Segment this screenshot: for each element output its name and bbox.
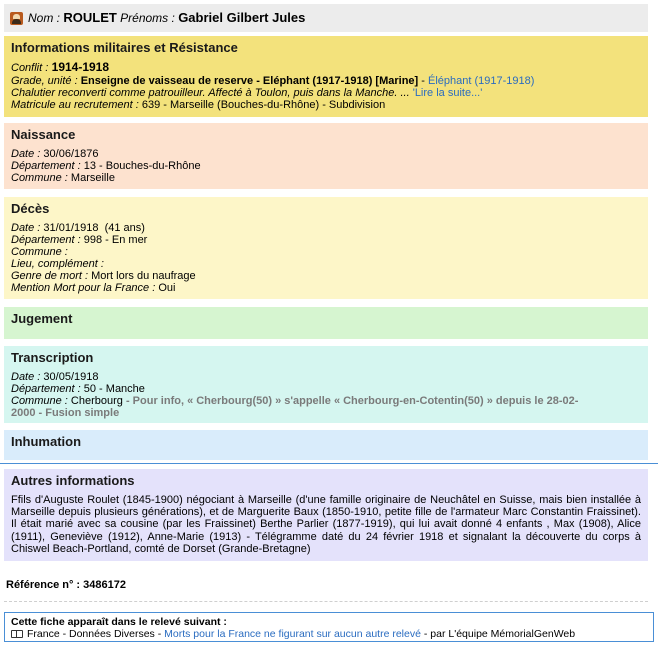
book-icon <box>11 630 23 638</box>
section-naissance-title: Naissance <box>11 127 76 142</box>
prenoms-value: Gabriel Gilbert Jules <box>178 10 306 25</box>
autres-text: Ffils d'Auguste Roulet (1845-1900) négociant à Marseille (d'une famille originaire de Neuchâtel en Suisse, mais bien installée à Marseille depuis plusieurs générations), et de Marguerite Baux (1850-1910, petite fille de l'armateur Marc Constantin Fraissinet). Il était marié avec sa cousine (par les Fraissinet) Berthe Parlier (1877-1919), qui lui avait donné 4 enfants , Max (1908), Alice (1911), Geneviève (1912), Anne-Marie (1913) - Télégramme daté du 24 février 1918 et signalant la découverte du corps à Chiswel Beach-Portland, comté de Dorset (Grande-Bretagne) <box>11 494 641 555</box>
deces-dept-label: Département : <box>11 234 81 246</box>
releve-suffix: - par L'équipe MémorialGenWeb <box>420 628 576 640</box>
section-autres <box>4 469 648 561</box>
nom-value: ROULET <box>63 10 117 25</box>
naissance-dept: 13 - Bouches-du-Rhône <box>83 160 201 172</box>
divider <box>0 463 658 464</box>
conflit-label: Conflit : <box>11 62 49 74</box>
releve-title: Cette fiche apparaît dans le relevé suivant : <box>11 616 227 628</box>
naissance-dept-label: Département : <box>11 160 81 172</box>
dashed-divider <box>4 601 648 602</box>
deces-genre: Mort lors du naufrage <box>91 270 196 282</box>
transcription-commune-label: Commune : <box>11 395 68 407</box>
deces-mention-label: Mention Mort pour la France : <box>11 282 156 294</box>
grade-separator: - <box>418 75 428 87</box>
section-deces <box>4 197 648 299</box>
transcription-date-label: Date : <box>11 371 41 383</box>
transcription-commune: Cherbourg <box>70 395 123 407</box>
section-autres-title: Autres informations <box>11 473 135 488</box>
section-inhumation-title: Inhumation <box>11 434 82 449</box>
section-militaire <box>4 36 648 117</box>
section-transcription <box>4 346 648 423</box>
releve-prefix: France - Données Diverses - <box>27 628 165 640</box>
section-deces-title: Décès <box>11 201 50 216</box>
releve-box <box>4 612 654 642</box>
naissance-commune: Marseille <box>70 172 115 184</box>
section-transcription-title: Transcription <box>11 350 94 365</box>
identity-header <box>4 4 648 32</box>
deces-genre-label: Genre de mort : <box>11 270 89 282</box>
section-militaire-title: Informations militaires et Résistance <box>11 40 238 55</box>
unit-note: Chalutier reconverti comme patrouilleur. Affecté à Toulon, puis dans la Manche. ... <box>11 87 410 99</box>
commune-info: - Pour info, « Cherbourg(50) » s'appelle « Cherbourg-en-Cotentin(50) » depuis le 28-02- <box>122 395 579 407</box>
deces-date-label: Date : <box>11 222 41 234</box>
releve-link[interactable]: Morts pour la France ne figurant sur aucun autre relevé <box>164 628 421 640</box>
soldier-portrait-icon <box>10 12 23 25</box>
deces-commune-label: Commune : <box>11 246 68 258</box>
matricule-label: Matricule au recrutement : <box>11 99 139 111</box>
section-inhumation <box>4 430 648 460</box>
deces-lieu-label: Lieu, complément : <box>11 258 104 270</box>
commune-info-cont: 2000 - Fusion simple <box>11 407 120 419</box>
deces-date: 31/01/1918 (41 ans) <box>43 222 145 234</box>
read-more-link[interactable]: 'Lire la suite...' <box>412 87 483 99</box>
transcription-dept: 50 - Manche <box>83 383 145 395</box>
grade-value: Enseigne de vaisseau de reserve - Eléphant (1917-1918) [Marine] <box>80 75 419 87</box>
transcription-dept-label: Département : <box>11 383 81 395</box>
reference-number: Référence n° : 3486172 <box>6 579 126 591</box>
deces-mention: Oui <box>158 282 176 294</box>
naissance-commune-label: Commune : <box>11 172 68 184</box>
section-naissance <box>4 123 648 189</box>
transcription-date: 30/05/1918 <box>43 371 99 383</box>
section-jugement-title: Jugement <box>11 311 73 326</box>
conflit-value: 1914-1918 <box>51 60 110 74</box>
grade-label: Grade, unité : <box>11 75 78 87</box>
naissance-date-label: Date : <box>11 148 41 160</box>
prenoms-label: Prénoms : <box>120 11 175 25</box>
nom-label: Nom : <box>28 11 61 25</box>
unit-link[interactable]: Éléphant (1917-1918) <box>427 75 535 87</box>
deces-dept: 998 - En mer <box>83 234 148 246</box>
matricule-value: 639 - Marseille (Bouches-du-Rhône) - Subdivision <box>141 99 386 111</box>
section-jugement <box>4 307 648 339</box>
naissance-date: 30/06/1876 <box>43 148 99 160</box>
